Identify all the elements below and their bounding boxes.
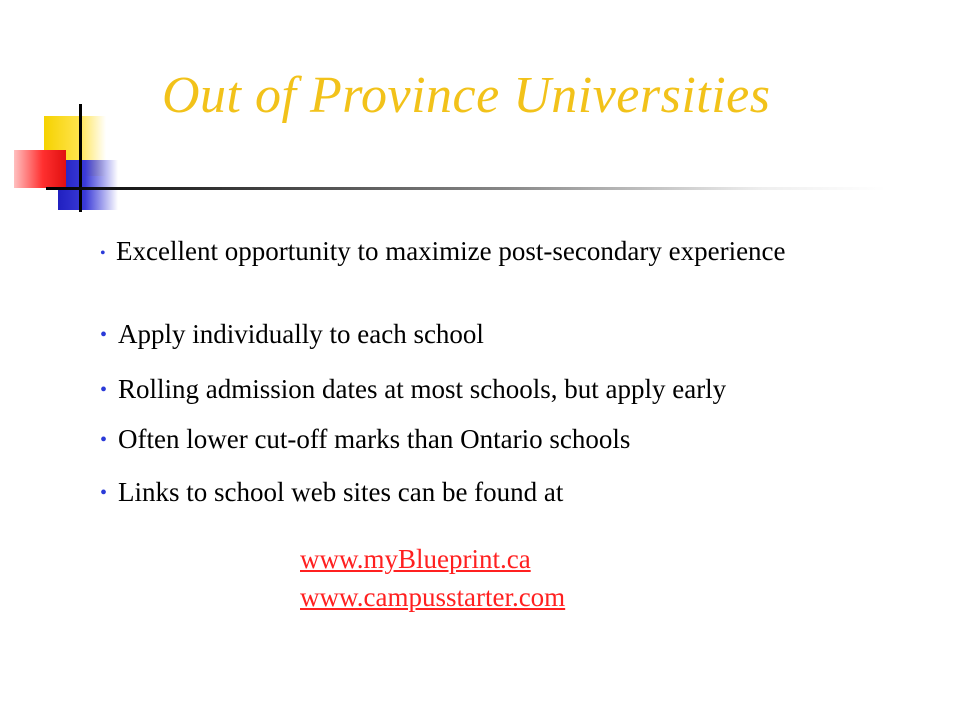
bullet-text: Excellent opportunity to maximize post-secondary experience [116,236,786,266]
myblueprint-link[interactable]: www.myBlueprint.ca [300,544,531,574]
bullet-dot-icon: • [100,482,108,504]
bullet-item [100,318,484,351]
vertical-rule-decoration [79,104,82,212]
bullet-text: Links to school web sites can be found at [118,477,564,507]
bullet-dot-icon: • [100,324,108,346]
blue-square-decoration [58,160,118,210]
school-links [300,540,565,616]
bullet-dot-icon: • [100,245,106,262]
bullet-text: Often lower cut-off marks than Ontario schools [118,424,631,454]
bullet-item [100,373,726,406]
title-underline-rule [46,187,886,190]
bullet-dot-icon: • [100,379,108,401]
bullet-dot-icon: • [100,429,108,451]
bullet-item [100,423,630,456]
bullet-text: Apply individually to each school [118,319,484,349]
campusstarter-link[interactable]: www.campusstarter.com [300,582,566,612]
bullet-item [100,236,860,269]
slide-title: Out of Province Universities [162,67,771,124]
red-square-decoration [14,150,66,188]
bullet-item [100,476,563,509]
bullet-text: Rolling admission dates at most schools, but apply early [118,374,727,404]
